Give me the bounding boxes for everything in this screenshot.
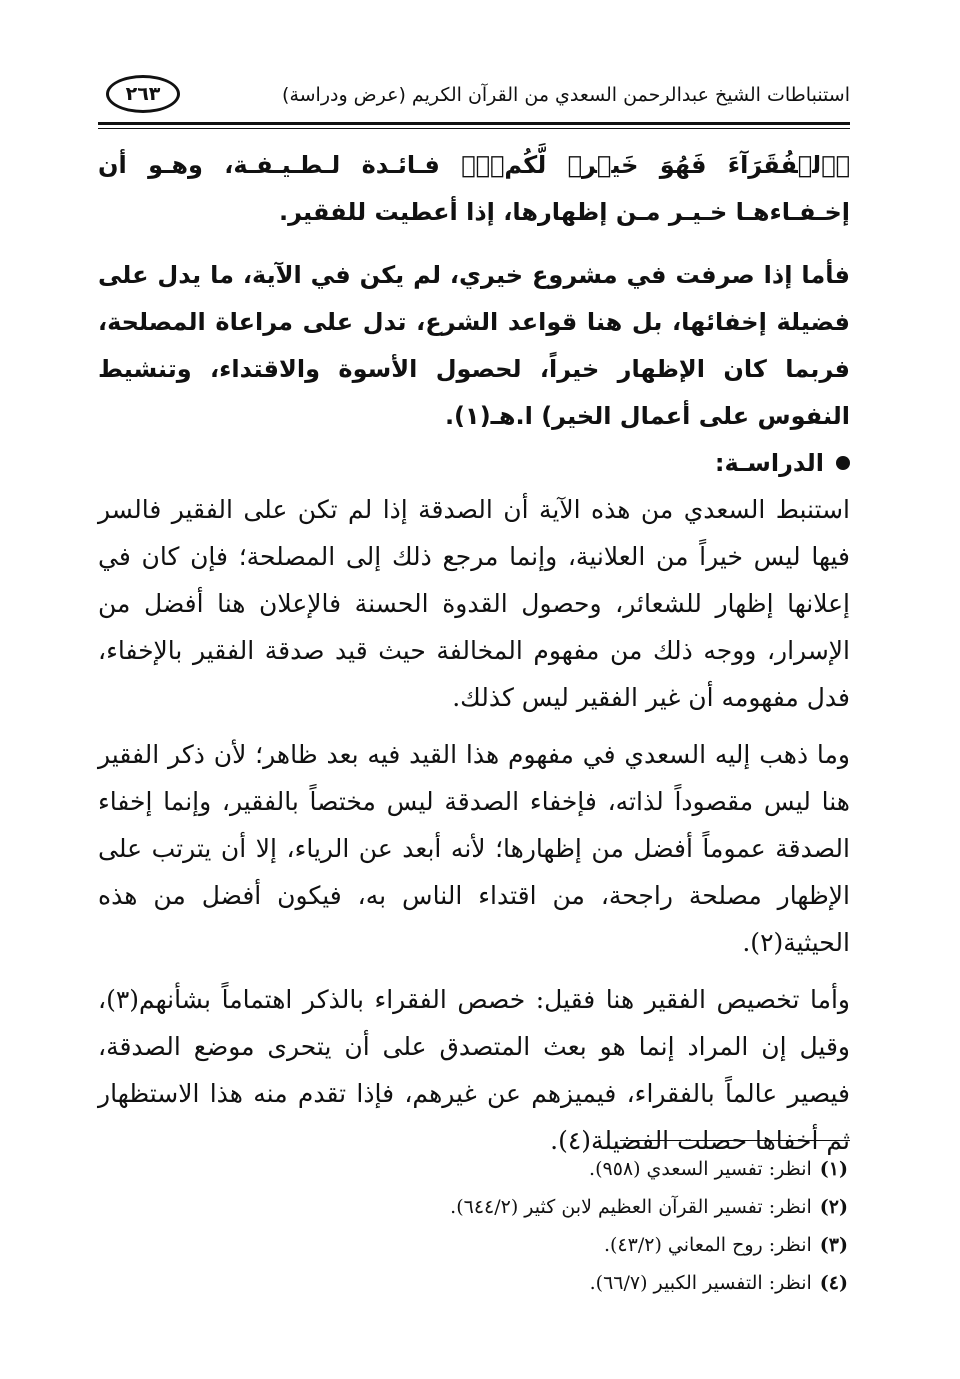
footnote (148, 1188, 848, 1226)
footnote-text: انظر: تفسير القرآن العظيم لابن كثير (٦٤٤/٢). (450, 1196, 812, 1218)
page-header (98, 66, 850, 124)
paragraph-quote-end: ﴿ٱلۡفُقَرَآءَ فَهُوَ خَيۡرٞ لَّكُمۡۚ﴾ فـائـدة لـطـيـفـة، وهـو أن إخـفـاءهـا خـيـر مـن إظهارها، إذا أعطيت للفقير. (98, 151, 850, 226)
footnote (148, 1264, 848, 1302)
footnote-text: انظر: التفسير الكبير (٦٦/٧). (589, 1272, 812, 1294)
footnote (148, 1150, 848, 1188)
body-text (98, 142, 850, 1164)
paragraph-study-2: وما ذهب إليه السعدي في مفهوم هذا القيد فيه بعد ظاهر؛ لأن ذكر الفقير هنا ليس مقصوداً لذاته، فإخفاء الصدقة ليس مختصاً بالفقير، وإنما إخفاء الصدقة عموماً أفضل من إظهارها؛ لأنه أبعد عن الرياء، إلا أن يترتب على الإظهار مصلحة راجحة، من اقتداء الناس به، فيكون أفضل من هذه الحيثية(٢). (98, 740, 850, 957)
footnote-separator (620, 1140, 850, 1141)
bullet-icon (836, 456, 850, 470)
paragraph-study-3: وأما تخصيص الفقير هنا فقيل: خصص الفقراء بالذكر اهتماماً بشأنهم(٣)، وقيل إن المراد إنما هو بعث المتصدق على أن يتحرى موضع الصدقة، فيصير عالماً بالفقراء، فيميزهم عن غيرهم، فإذا تقدم منه هذا الاستظهار ثم أخفاها حصلت الفضيلة(٤). (98, 985, 850, 1155)
footnote-number: (١) (819, 1158, 848, 1180)
section-heading (98, 440, 850, 486)
running-title: استنباطات الشيخ عبدالرحمن السعدي من القرآن الكريم (عرض ودراسة) (282, 84, 850, 106)
footnote-text: انظر: روح المعاني (٤٣/٢). (603, 1234, 812, 1256)
footnote-number: (٣) (819, 1234, 848, 1256)
section-heading-text: الدراسـة: (714, 449, 824, 477)
footnote-number: (٢) (819, 1196, 848, 1218)
footnote-text: انظر: تفسير السعدي (٩٥٨). (589, 1158, 812, 1180)
paragraph-study-1: استنبط السعدي من هذه الآية أن الصدقة إذا لم تكن على الفقير فالسر فيها ليس خيراً من العلانية، وإنما مرجع ذلك إلى المصلحة؛ فإن كان في إعلانها إظهار للشعائر، وحصول القدوة الحسنة فالإعلان هنا أفضل من الإسرار، ووجه ذلك من مفهوم المخالفة حيث قيد صدقة الفقير بالإخفاء، فدل مفهومه أن غير الفقير ليس كذلك. (98, 495, 850, 712)
page-number-badge: ٢٦٣ (106, 75, 180, 113)
footnote-number: (٤) (819, 1272, 848, 1294)
header-rule (98, 122, 850, 125)
header-rule-thin (98, 128, 850, 129)
paragraph-quote-continuation: فأما إذا صرفت في مشروع خيري، لم يكن في الآية، ما يدل على فضيلة إخفائها، بل هنا قواعد الشرع، تدل على مراعاة المصلحة، فربما كان الإظهار خيراً، لحصول الأسوة والاقتداء، وتنشيط النفوس على أعمال الخير) ا.هـ(١). (98, 261, 850, 430)
footnotes-list (148, 1150, 848, 1302)
footnote (148, 1226, 848, 1264)
